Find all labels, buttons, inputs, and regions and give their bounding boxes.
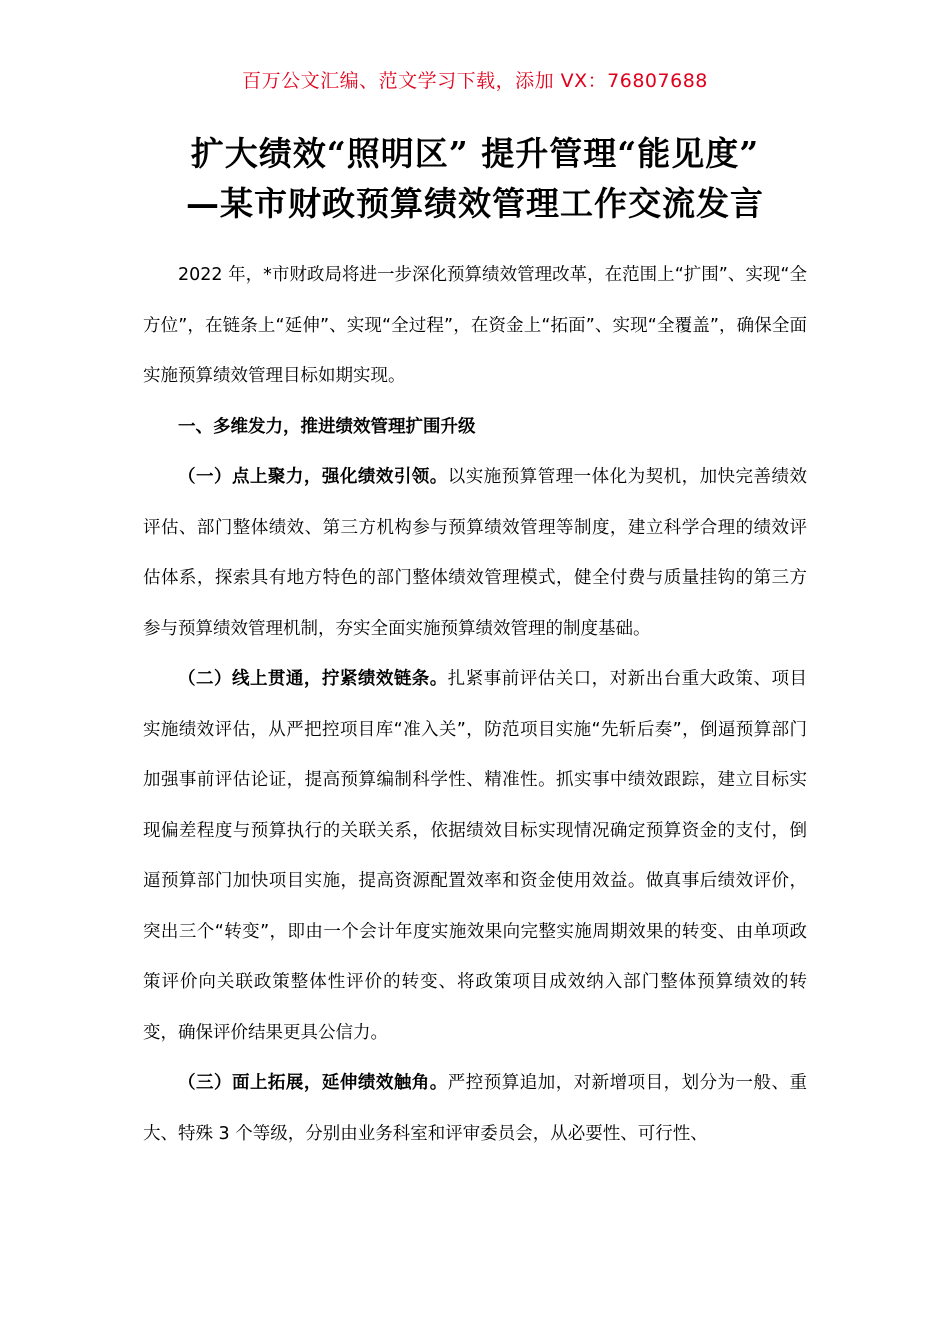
item-2-text: 扎紧事前评估关口，对新出台重大政策、项目实施绩效评估，从严把控项目库“准入关”，防范项目实施“先斩后奏”，倒逼预算部门加强事前评估论证，提高预算编制科学性、精准性。抓实事中绩效跟踪，建立目标实现偏差程度与预算执行的关联关系，依据绩效目标实现情况确定预算资金的支付，倒逼预算部门加快项目实施，提高资源配置效率和资金使用效益。做真事后绩效评价，突出三个“转变”，即由一个会计年度实施效果向完整实施周期效果的转变、由单项政策评价向关联政策整体性评价的转变、将政策项目成效纳入部门整体预算绩效的转变，确保评价结果更具公信力。 [143, 669, 808, 1043]
paragraph-item-2 [143, 654, 807, 1058]
section-heading-text: 一、多维发力，推进绩效管理扩围升级 [178, 416, 476, 437]
item-1-text: 以实施预算管理一体化为契机，加快完善绩效评估、部门整体绩效、第三方机构参与预算绩效管理等制度，建立科学合理的绩效评估体系，探索具有地方特色的部门整体绩效管理模式，健全付费与质量挂钩的第三方参与预算绩效管理机制，夯实全面实施预算绩效管理的制度基础。 [143, 467, 808, 639]
paragraph-item-3 [143, 1058, 807, 1159]
document-title-line-2: —某市财政预算绩效管理工作交流发言 [186, 184, 764, 223]
item-1-lead: （一）点上聚力，强化绩效引领。 [178, 467, 448, 487]
section-heading [143, 402, 807, 453]
item-2-lead: （二）线上贯通，拧紧绩效链条。 [178, 669, 448, 689]
intro-paragraph: 2022 年，*市财政局将进一步深化预算绩效管理改革，在范围上“扩围”、实现“全方位”，在链条上“延伸”、实现“全过程”，在资金上“拓面”、实现“全覆盖”，确保全面实施预算绩效管理目标如期实现。 [143, 265, 807, 386]
document-body [143, 250, 807, 1159]
item-3-lead: （三）面上拓展，延伸绩效触角。 [178, 1073, 448, 1093]
item-3-text: 严控预算追加，对新增项目，划分为一般、重大、特殊 3 个等级，分别由业务科室和评审委员会，从必要性、可行性、 [143, 1073, 808, 1144]
header-note: 百万公文汇编、范文学习下载，添加 VX：76807688 [242, 70, 708, 92]
paragraph-item-1 [143, 452, 807, 654]
document-title-line-1: 扩大绩效“照明区” 提升管理“能见度” [190, 134, 760, 173]
